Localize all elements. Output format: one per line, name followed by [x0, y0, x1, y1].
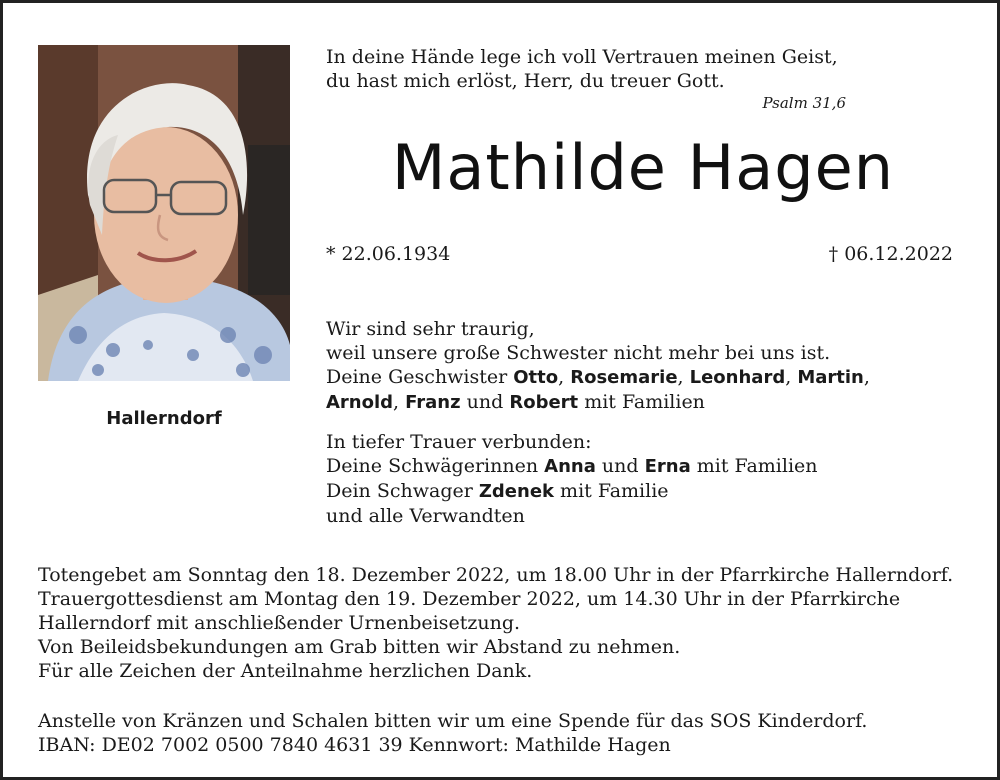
- service-line: Trauergottesdienst am Montag den 19. Dezember 2022, um 14.30 Uhr in der Pfarrkirche: [38, 588, 901, 610]
- siblings-suffix: mit Familien: [584, 391, 705, 413]
- family-text: [326, 317, 966, 415]
- portrait-photo-icon: [38, 45, 290, 381]
- siblings-line-2: Arnold, Franz und Robert mit Familien: [326, 391, 705, 413]
- relative-name: Anna: [544, 456, 596, 477]
- birth-date: * 22.06.1934: [326, 243, 451, 265]
- donation-info: [38, 709, 978, 757]
- verse-line-1: In deine Hände lege ich voll Vertrauen meinen Geist,: [326, 46, 838, 68]
- family-intro-2: weil unsere große Schwester nicht mehr bei uns ist.: [326, 342, 831, 364]
- sibling-name: Martin: [797, 367, 864, 388]
- service-line: Von Beileidsbekundungen am Grab bitten wir Abstand zu nehmen.: [38, 636, 681, 658]
- donation-line: Anstelle von Kränzen und Schalen bitten wir um eine Spende für das SOS Kinderdorf.: [38, 710, 868, 732]
- relative-name: Zdenek: [478, 481, 554, 502]
- sibling-name: Leonhard: [689, 367, 786, 388]
- service-info: [38, 563, 978, 683]
- relative-name: Erna: [644, 456, 691, 477]
- mourning-text: [326, 430, 966, 528]
- bible-verse: [326, 45, 846, 112]
- service-line: Totengebet am Sonntag den 18. Dezember 2022, um 18.00 Uhr in der Pfarrkirche Hallerndorf.: [38, 564, 954, 586]
- brother-in-law-line: Dein Schwager Zdenek mit Familie: [326, 480, 669, 502]
- sibling-name: Rosemarie: [570, 367, 678, 388]
- donation-iban: IBAN: DE02 7002 0500 7840 4631 39 Kennwort: Mathilde Hagen: [38, 734, 671, 756]
- siblings-line-1: Deine Geschwister Otto, Rosemarie, Leonhard, Martin,: [326, 366, 870, 388]
- mourning-intro: In tiefer Trauer verbunden:: [326, 431, 592, 453]
- sibling-name: Otto: [513, 367, 559, 388]
- sibling-name: Franz: [405, 392, 461, 413]
- verse-line-2: du hast mich erlöst, Herr, du treuer Gott.: [326, 70, 725, 92]
- death-date: † 06.12.2022: [828, 243, 953, 265]
- sisters-in-law-line: Deine Schwägerinnen Anna und Erna mit Familien: [326, 455, 818, 477]
- service-line: Für alle Zeichen der Anteilnahme herzlichen Dank.: [38, 660, 533, 682]
- service-line: Hallerndorf mit anschließender Urnenbeisetzung.: [38, 612, 521, 634]
- family-intro-1: Wir sind sehr traurig,: [326, 318, 535, 340]
- sibling-name: Robert: [509, 392, 579, 413]
- relatives-line: und alle Verwandten: [326, 505, 525, 527]
- sibling-name: Arnold: [326, 392, 394, 413]
- deceased-name: Mathilde Hagen: [391, 131, 895, 204]
- siblings-prefix: Deine Geschwister: [326, 366, 508, 388]
- portrait-photo-graphic: [38, 45, 290, 381]
- place-name: Hallerndorf: [106, 408, 222, 429]
- verse-source: Psalm 31,6: [762, 94, 846, 112]
